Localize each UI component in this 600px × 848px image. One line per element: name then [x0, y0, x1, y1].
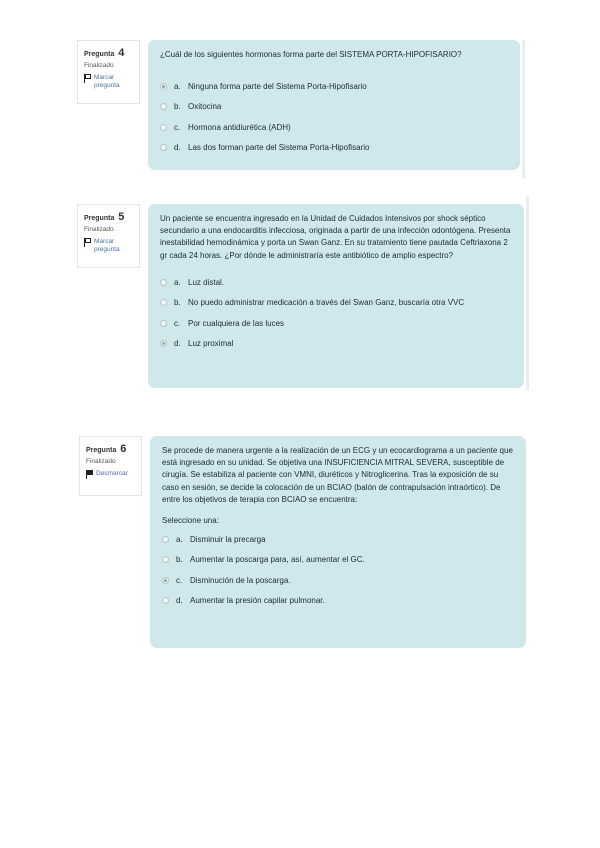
question-content-5 — [148, 204, 524, 388]
flag-filled-icon — [86, 470, 94, 479]
answer-option-d[interactable]: d. Luz proximal — [160, 333, 512, 354]
select-one-prompt: Seleccione una: — [162, 516, 219, 526]
question-text: Un paciente se encuentra ingresado en la Unidad de Cuidados Intensivos por shock séptico secundario a una endocarditis infecciosa, originada a partir de una infección odontógena. Presenta inestabilidad hemodinámica y porta un Swan Ganz. En su tratamiento tiene pautada Ceftriaxona 2 gr cada 24 horas. ¿Por dónde le administraría este antibiótico de amplio espectro? — [160, 214, 511, 260]
question-info-4 — [77, 40, 140, 104]
answer-option-a[interactable]: a. Luz distal. — [160, 272, 512, 293]
question-state: Finalizado — [86, 458, 116, 465]
answer-options — [162, 529, 514, 611]
flag-question-button[interactable] — [84, 238, 135, 254]
flag-question-label: Marcar pregunta — [94, 238, 120, 253]
question-number: Pregunta 4 — [84, 47, 125, 59]
answer-option-a[interactable]: a. Disminuir la precarga — [162, 529, 514, 550]
answer-option-b[interactable]: b. Oxitocina — [160, 97, 508, 118]
flag-question-button[interactable] — [84, 74, 135, 90]
radio-button[interactable] — [160, 144, 167, 151]
question-text: ¿Cuál de los siguientes hormonas forma parte del SISTEMA PORTA-HIPOFISARIO? — [160, 50, 462, 59]
answer-option-c[interactable]: c. Por cualquiera de las luces — [160, 313, 512, 334]
answer-options — [160, 272, 512, 354]
question-content-6 — [150, 436, 526, 648]
radio-button[interactable] — [160, 299, 167, 306]
radio-button[interactable] — [160, 340, 167, 347]
radio-button[interactable] — [162, 577, 169, 584]
flag-outline-icon — [84, 74, 92, 83]
question-number: Pregunta 5 — [84, 211, 125, 223]
flag-question-label: Marcar pregunta — [94, 74, 120, 89]
radio-button[interactable] — [160, 103, 167, 110]
scrollbar-track — [526, 196, 529, 390]
question-text: Se procede de manera urgente a la realización de un ECG y un ecocardiograma a un paciente que está ingresado en su unidad. Se objetiva una INSUFICIENCIA MITRAL SEVERA, susceptible de cirugía. Se estabiliza al paciente con VMNI, diuréticos y Nitroglicerina. Tras la exposición de su caso en sesión, se decide la colocación de un BCIAO (balón de contrapulsación intraórtico). De entre los objetivos de terapia con BCIAO se encuentra: — [162, 446, 513, 504]
flag-question-label: Desmarcar — [96, 470, 128, 477]
flag-outline-icon — [84, 238, 92, 247]
answer-option-d[interactable]: d. Las dos forman parte del Sistema Porta-Hipofisario — [160, 138, 508, 159]
radio-button[interactable] — [160, 320, 167, 327]
question-state: Finalizado — [84, 62, 114, 69]
radio-button[interactable] — [160, 279, 167, 286]
question-info-6 — [79, 436, 142, 496]
answer-option-c[interactable]: c. Disminución de la poscarga. — [162, 570, 514, 591]
radio-button[interactable] — [160, 83, 167, 90]
radio-button[interactable] — [162, 536, 169, 543]
question-info-5 — [77, 204, 140, 268]
radio-button[interactable] — [162, 556, 169, 563]
answer-option-c[interactable]: c. Hormona antidiurética (ADH) — [160, 117, 508, 138]
answer-option-d[interactable]: d. Aumentar la presión capilar pulmonar. — [162, 591, 514, 612]
answer-option-b[interactable]: b. Aumentar la poscarga para, así, aumentar el GC. — [162, 550, 514, 571]
answer-option-a[interactable]: a. Ninguna forma parte del Sistema Porta-Hipofisario — [160, 76, 508, 97]
radio-button[interactable] — [160, 124, 167, 131]
answer-options — [160, 76, 508, 158]
question-state: Finalizado — [84, 226, 114, 233]
unflag-question-button[interactable] — [86, 470, 137, 479]
answer-option-b[interactable]: b. No puedo administrar medicación a través del Swan Ganz, buscaría otra VVC — [160, 292, 512, 313]
radio-button[interactable] — [162, 597, 169, 604]
question-number: Pregunta 6 — [86, 443, 127, 455]
question-content-4 — [148, 40, 520, 170]
scrollbar-track — [522, 40, 525, 178]
